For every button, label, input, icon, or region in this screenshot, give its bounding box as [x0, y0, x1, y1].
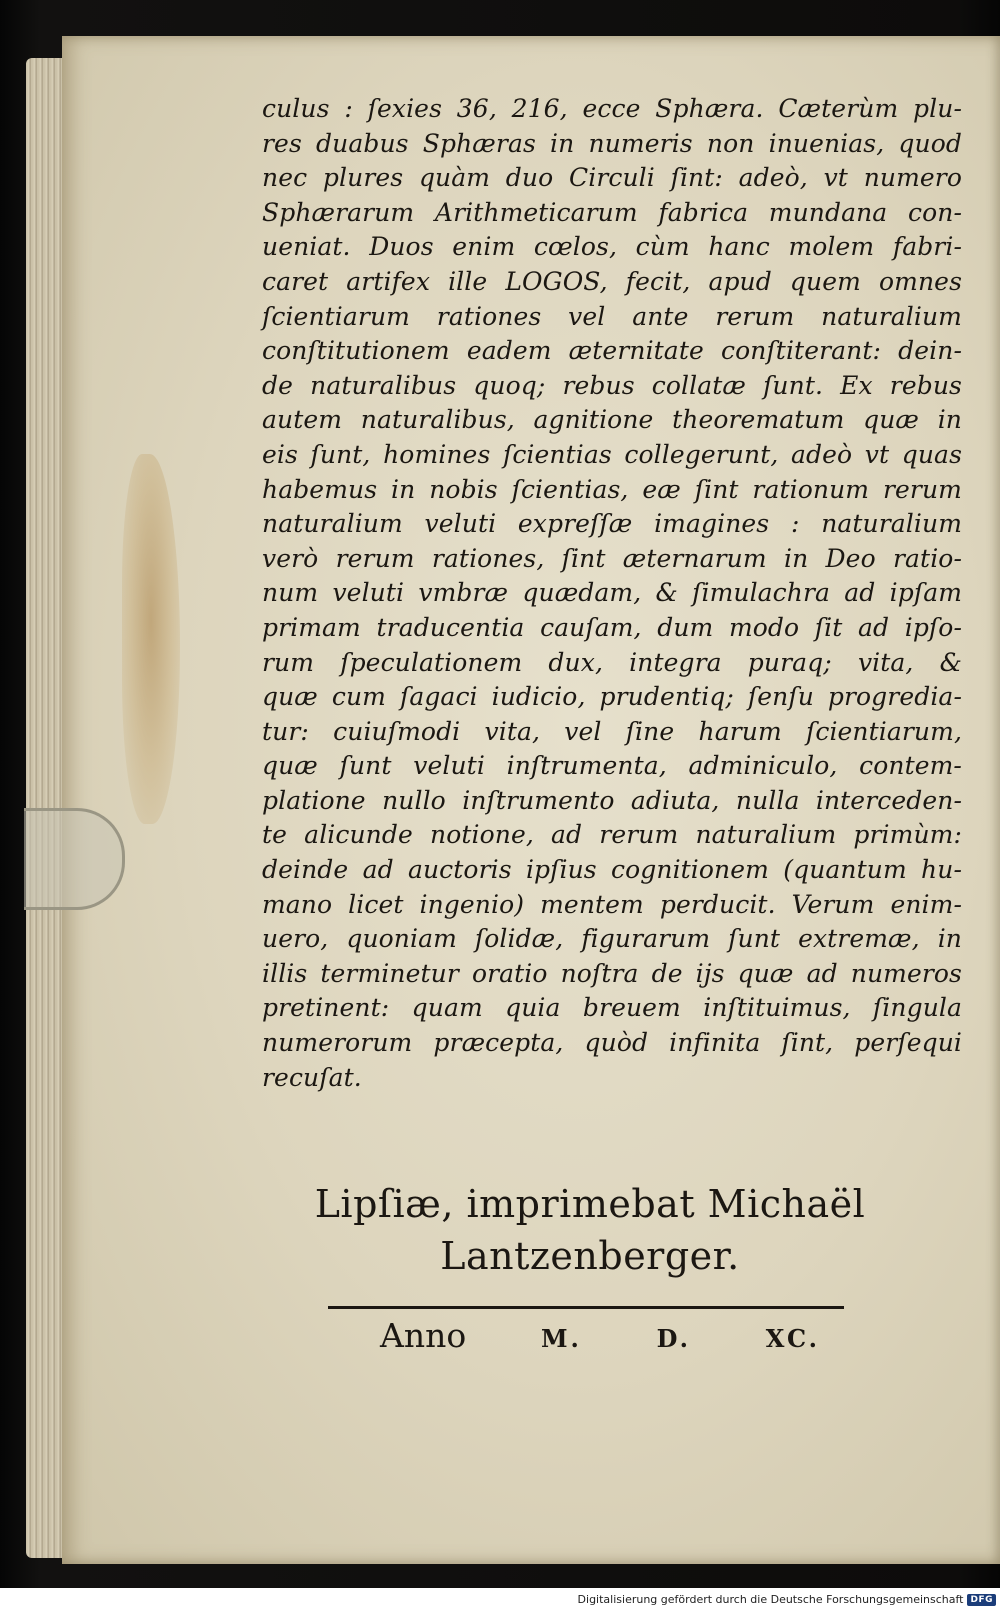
- text-line: caret artifex ille LOGOS, fecit, apud quem omnes: [262, 266, 962, 296]
- year-numeral-m: M.: [540, 1324, 582, 1353]
- text-line: deinde ad auctoris ipſius cognitionem (quantum hu-: [262, 855, 962, 885]
- dfg-logo-icon: DFG: [967, 1594, 996, 1606]
- text-line: culus : ſexies 36, 216, ecce Sphæra. Cæterùm plu-: [262, 94, 962, 123]
- text-line: de naturalibus quoq; rebus collatæ ſunt. Ex rebus: [262, 370, 962, 400]
- text-line: primam traducentia cauſam, dum modo ſit ad ipſo-: [262, 612, 962, 642]
- text-line: quæ ſunt veluti inſtrumenta, adminiculo, contem-: [262, 751, 962, 781]
- page-clip: [24, 808, 125, 910]
- text-line: conſtitutionem eadem æternitate conſtiterant: dein-: [262, 336, 962, 366]
- water-stain: [122, 454, 180, 824]
- printer-imprint: [300, 1178, 880, 1282]
- text-line: ueniat. Duos enim cœlos, cùm hanc molem fabri-: [262, 232, 962, 262]
- credit-text: Digitalisierung gefördert durch die Deutsche Forschungsgemeinschaft: [577, 1593, 964, 1606]
- text-line: mano licet ingenio) mentem perducit. Verum enim-: [262, 889, 962, 919]
- text-line: res duabus Sphæras in numeris non inuenias, quod: [262, 128, 962, 158]
- body-text: [262, 92, 962, 1095]
- text-line: uero, quoniam ſolidæ, figurarum ſunt extremæ, in: [262, 924, 962, 954]
- imprint-line-1: Lipſiæ, imprimebat Michaël: [314, 1182, 866, 1226]
- text-line: pretinent: quam quia breuem inſtituimus, ſingula: [262, 993, 962, 1023]
- text-line: tur: cuiuſmodi vita, vel ſine harum ſcientiarum,: [262, 716, 962, 746]
- anno-label: Anno: [380, 1316, 467, 1355]
- text-line: nec plures quàm duo Circuli ſint: adeò, vt numero: [262, 163, 962, 193]
- text-line: ſcientiarum rationes vel ante rerum naturalium: [262, 301, 962, 331]
- text-line: habemus in nobis ſcientias, eæ ſint rationum rerum: [262, 474, 962, 504]
- text-line: num veluti vmbræ quædam, & ſimulachra ad ipſam: [262, 578, 962, 608]
- text-line: naturalium veluti expreſſæ imagines : naturalium: [262, 509, 962, 539]
- text-line: rum ſpeculationem dux, integra puraq; vita, &: [262, 647, 962, 677]
- text-line: numerorum præcepta, quòd infinita ſint, perſequi: [262, 1028, 962, 1058]
- publication-year: [380, 1316, 820, 1355]
- text-line: Sphærarum Arithmeticarum fabrica mundana con-: [262, 197, 962, 227]
- text-line: illis terminetur oratio noſtra de ijs quæ ad numeros: [262, 958, 962, 988]
- text-line: eis ſunt, homines ſcientias collegerunt, adeò vt quas: [262, 439, 962, 469]
- text-line: autem naturalibus, agnitione theorematum quæ in: [262, 405, 962, 435]
- imprint-line-2: Lantzenberger.: [440, 1234, 740, 1278]
- text-line: platione nullo inſtrumento adiuta, nulla interceden-: [262, 785, 962, 815]
- digitization-credit: [578, 1593, 996, 1606]
- text-line: te alicunde notione, ad rerum naturalium primùm:: [262, 820, 962, 850]
- text-line: recuſat.: [262, 1062, 362, 1092]
- year-numeral-xc: XC.: [765, 1324, 820, 1353]
- text-line: verò rerum rationes, ſint æternarum in Deo ratio-: [262, 543, 962, 573]
- text-line: quæ cum ſagaci iudicio, prudentiq; ſenſu progredia-: [262, 682, 962, 712]
- divider-rule: [328, 1306, 844, 1309]
- year-numeral-d: D.: [656, 1324, 691, 1353]
